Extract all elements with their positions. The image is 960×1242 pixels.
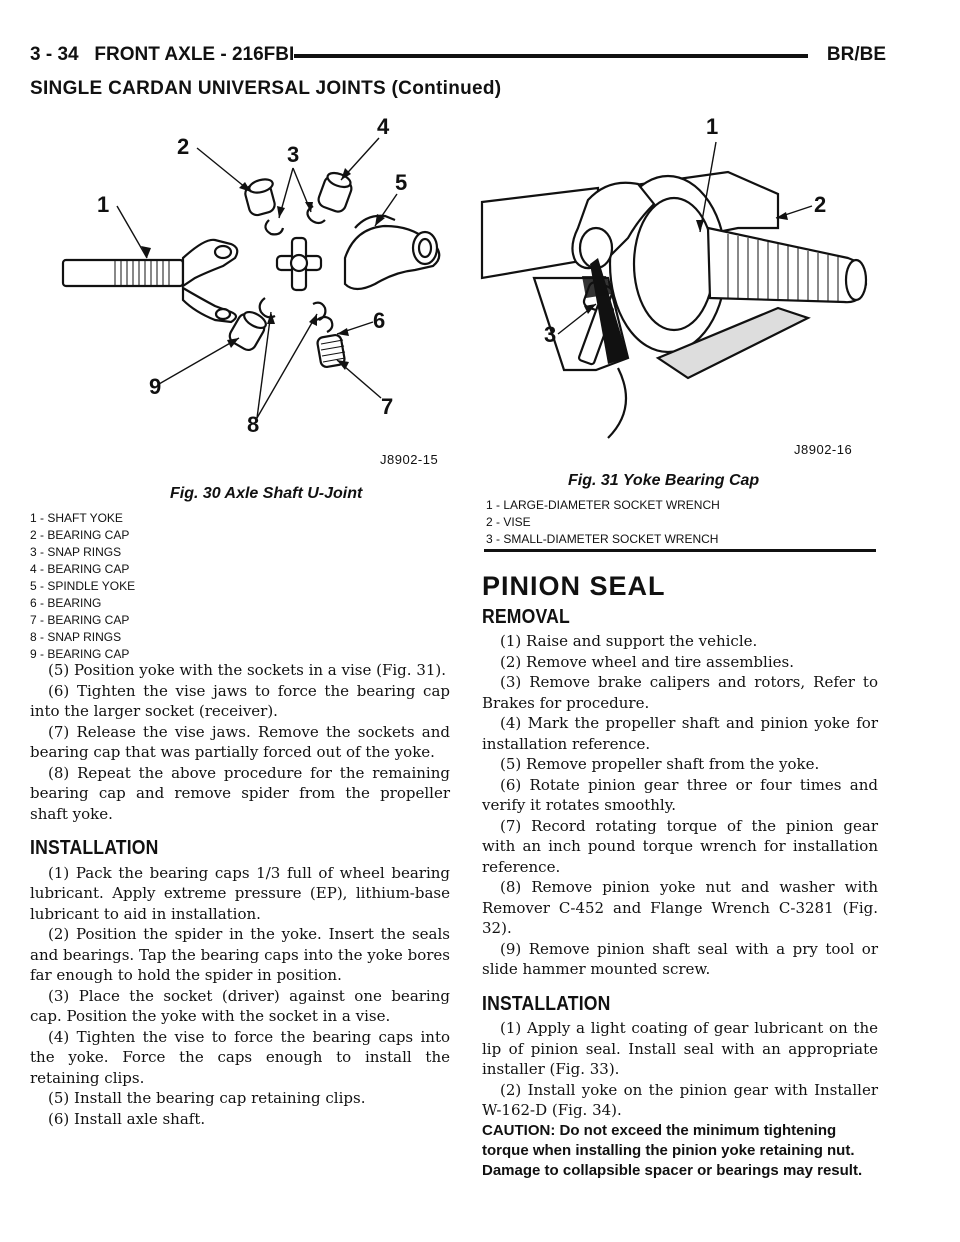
step-paragraph: (5) Position yoke with the sockets in a vise (Fig. 31). xyxy=(48,661,447,679)
right-column xyxy=(482,571,878,1181)
legend-item: 1 - SHAFT YOKE xyxy=(30,511,123,525)
figure-30-title: Fig. 30 Axle Shaft U-Joint xyxy=(170,485,363,502)
header-rule xyxy=(294,54,808,58)
step-paragraph: (8) Repeat the above procedure for the remaining bearing cap and remove spider from the propeller shaft yoke. xyxy=(30,763,450,823)
callout-3: 3 xyxy=(287,142,300,167)
step-paragraph: (5) Install the bearing cap retaining clips. xyxy=(48,1089,366,1107)
legend-item: 6 - BEARING xyxy=(30,596,102,610)
callout-5: 5 xyxy=(395,170,408,195)
legend-item: 9 - BEARING CAP xyxy=(30,647,130,661)
removal-heading: REMOVAL xyxy=(482,605,570,628)
step-paragraph: (6) Tighten the vise jaws to force the bearing cap into the larger socket (receiver). xyxy=(30,681,450,720)
legend-item: 3 - SNAP RINGS xyxy=(30,545,122,559)
callout-6: 6 xyxy=(373,308,386,333)
figure-31-rule xyxy=(484,549,876,552)
legend-item: 2 - BEARING CAP xyxy=(30,528,130,542)
step-paragraph: (2) Remove wheel and tire assemblies. xyxy=(500,652,794,671)
step-paragraph: (5) Remove propeller shaft from the yoke. xyxy=(500,755,820,773)
callout-7: 7 xyxy=(381,394,394,419)
figure-30-illustration xyxy=(55,108,475,468)
yoke-in-vise-drawing xyxy=(478,108,886,458)
figure-31-title: Fig. 31 Yoke Bearing Cap xyxy=(568,472,760,489)
callout-4: 4 xyxy=(377,114,390,139)
callout-9: 9 xyxy=(149,374,162,399)
step-paragraph: (9) Remove pinion shaft seal with a pry tool or slide hammer mounted screw. xyxy=(482,939,878,978)
legend-item: 8 - SNAP RINGS xyxy=(30,630,122,644)
step-paragraph: (7) Record rotating torque of the pinion gear with an inch pound torque wrench for installation reference. xyxy=(482,816,878,876)
legend-item: 5 - SPINDLE YOKE xyxy=(30,579,136,593)
figure-30-code: J8902-15 xyxy=(380,452,439,467)
legend-item: 1 - LARGE-DIAMETER SOCKET WRENCH xyxy=(486,498,720,512)
callout-3: 3 xyxy=(544,322,557,347)
step-paragraph: (7) Release the vise jaws. Remove the sockets and bearing cap that was partially forced out of the yoke. xyxy=(30,722,450,761)
page-reference: 3 - 34 FRONT AXLE - 216FBI xyxy=(30,44,295,65)
step-paragraph: (8) Remove pinion yoke nut and washer with Remover C-452 and Flange Wrench C-3281 (Fig. 32). xyxy=(482,878,878,937)
step-paragraph: (2) Position the spider in the yoke. Insert the seals and bearings. Tap the bearing caps into the yoke bores far enough to hold the spider in position. xyxy=(30,925,450,984)
left-column xyxy=(30,660,450,1129)
step-paragraph: (2) Install yoke on the pinion gear with Installer W-162-D (Fig. 34). xyxy=(482,1080,878,1119)
callout-8: 8 xyxy=(247,412,260,437)
u-joint-exploded-drawing xyxy=(55,108,475,468)
legend-item: 7 - BEARING CAP xyxy=(30,613,130,627)
section-title: SINGLE CARDAN UNIVERSAL JOINTS (Continued) xyxy=(30,78,502,99)
model-code: BR/BE xyxy=(826,44,886,65)
step-paragraph: (6) Install axle shaft. xyxy=(48,1109,206,1128)
step-paragraph: (1) Raise and support the vehicle. xyxy=(500,632,758,650)
figure-31-illustration xyxy=(478,108,886,458)
caution-note: CAUTION: Do not exceed the minimum tightening torque when installing the pinion yoke retaining nut. Damage to collapsible spacer or bearings may result. xyxy=(482,1121,863,1179)
figure-31-legend xyxy=(486,497,720,548)
step-paragraph: (1) Apply a light coating of gear lubricant on the lip of pinion seal. Install seal with an appropriate installer (Fig. 33). xyxy=(482,1019,878,1078)
callout-1: 1 xyxy=(97,192,110,217)
figure-30-legend xyxy=(30,510,135,663)
step-paragraph: (4) Tighten the vise to force the bearing caps into the yoke. Force the caps enough to install the retaining clips. xyxy=(30,1027,450,1087)
legend-item: 2 - VISE xyxy=(486,515,531,529)
callout-2: 2 xyxy=(177,134,190,159)
step-paragraph: (4) Mark the propeller shaft and pinion yoke for installation reference. xyxy=(482,714,878,753)
page-header xyxy=(30,44,886,68)
installation-heading: INSTALLATION xyxy=(482,992,611,1015)
step-paragraph: (1) Pack the bearing caps 1/3 full of wheel bearing lubricant. Apply extreme pressure (EP), lithium-base lubricant to aid in installation. xyxy=(30,863,450,923)
step-paragraph: (3) Remove brake calipers and rotors, Refer to Brakes for procedure. xyxy=(482,673,878,712)
step-paragraph: (3) Place the socket (driver) against one bearing cap. Position the yoke with the socket in a vise. xyxy=(30,986,450,1025)
installation-heading: INSTALLATION xyxy=(30,837,159,859)
callout-1: 1 xyxy=(706,114,719,139)
legend-item: 4 - BEARING CAP xyxy=(30,562,130,576)
figure-31-code: J8902-16 xyxy=(794,442,853,457)
pinion-seal-heading: PINION SEAL xyxy=(482,571,666,601)
callout-2: 2 xyxy=(814,192,827,217)
step-paragraph: (6) Rotate pinion gear three or four times and verify it rotates smoothly. xyxy=(482,775,878,814)
legend-item: 3 - SMALL-DIAMETER SOCKET WRENCH xyxy=(486,532,719,546)
